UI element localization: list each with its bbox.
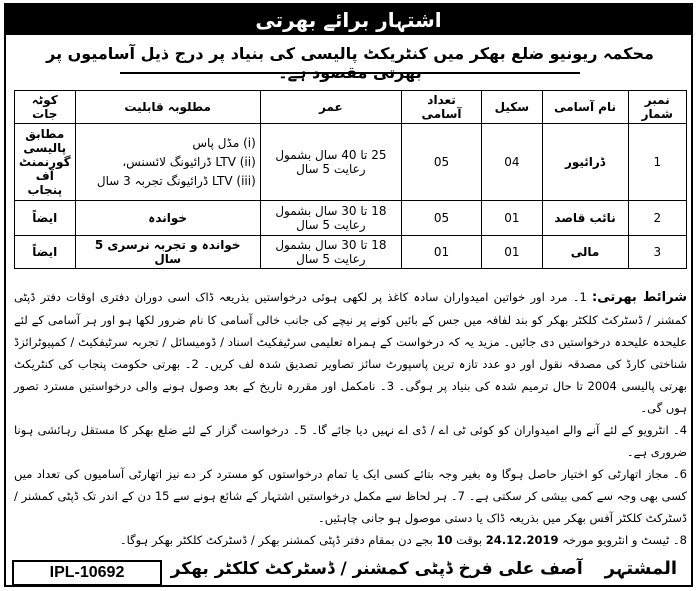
col-age: عمر: [260, 91, 401, 124]
term-1: 1۔ مرد اور خواتین امیدواران سادہ کاغذ پر لکھی ہوئی درخواستیں بذریعہ ڈاک اسی دوران دفتری اوقات دفتر ڈپٹی کمشنر / ڈسٹرکٹ کلکٹر بھکر کو بند لفافہ میں جس کے بائیں کونے پر نیچے کی جانب خالی آسامی کا نام ضرور لکھا ہو اور ہر آسامی کے لئے علیحدہ علیحدہ درخواستیں دی جائیں۔ مزید یہ کہ درخواست کے ہمراہ تعلیمی سرٹیفکیٹ اسناد / ڈومیسائل / تجربہ سرٹیفکیٹ / کمپیوٹرائزڈ شناختی کارڈ کی مصدقہ نقول اور دو عدد تازہ ترین پاسپورٹ سائز تصاویر تصدیق شدہ لف کریں۔: [14, 290, 687, 371]
terms-paragraph: [14, 419, 687, 463]
terms-paragraph: [14, 286, 687, 419]
terms-heading: شرائط بھرتی:: [592, 290, 687, 305]
row-age: 18 تا 30 سال بشمول رعایت 5 سال: [260, 201, 401, 236]
col-qualification: مطلوبہ قابلیت: [75, 91, 260, 124]
advertiser-name: آصف علی فرخ ڈپٹی کمشنر / ڈسٹرکٹ کلکٹر بھکر: [170, 559, 583, 579]
table-row: [15, 201, 687, 236]
term-8-rest: بجے دن بمقام دفتر ڈپٹی کمشنر بھکر / ڈسٹرکٹ کلکٹر بھکر ہوگا۔: [119, 533, 433, 547]
table-row: [15, 124, 687, 201]
ipl-code-badge: IPL-10692: [12, 560, 162, 586]
row-serial: 1: [628, 124, 686, 201]
row-age: 25 تا 40 سال بشمول رعایت 5 سال: [260, 124, 401, 201]
advertiser-label: المشتہر: [604, 558, 677, 579]
term-7: 7۔ ہر لحاظ سے مکمل درخواستیں اشتہار کے شائع ہونے سے 15 دن کے اندر تک ڈپٹی کمشنر / ڈسٹرکٹ کلکٹر آفس بھکر میں بذریعہ ڈاک یا دستی موصول ہو جانی چاہئیں۔: [14, 489, 687, 525]
qualification-line: (i) مڈل پاس: [192, 135, 256, 150]
term-8-time-label: بوقت: [456, 533, 483, 547]
posts-table: [14, 90, 687, 269]
row-qualification: خواندہ: [75, 201, 260, 236]
row-count: 05: [402, 124, 482, 201]
term-6: 6۔ مجاز اتھارٹی کو اختیار حاصل ہوگا وہ بغیر وجہ بتائے کسی ایک یا تمام درخواستوں کو مسترد کر دے نیز اتھارٹی آسامیوں کی تعداد میں کسی بھی وجہ سے کمی بیشی کر سکتی ہے۔: [14, 467, 688, 503]
terms-paragraph: [14, 529, 687, 551]
row-age: 18 تا 30 سال بشمول رعایت 5 سال: [260, 236, 401, 269]
row-qualification: خواندہ و تجربہ نرسری 5 سال: [75, 236, 260, 269]
row-serial: 3: [628, 236, 686, 269]
qualification-line: (ii) LTV ڈرائیونگ لائسنس،: [122, 154, 256, 169]
ad-title: اشتہار برائے بھرتی: [6, 5, 691, 35]
terms-section: [14, 286, 687, 551]
test-date: 24.12.2019: [485, 533, 559, 547]
row-quota: ایضاً: [15, 201, 76, 236]
row-quota: مطابق پالیسی گورنمنٹ آف پنجاب: [15, 124, 76, 201]
row-post: ڈرائیور: [542, 124, 628, 201]
col-count: تعداد آسامی: [402, 91, 482, 124]
table-row: [15, 236, 687, 269]
row-serial: 2: [628, 201, 686, 236]
row-count: 05: [402, 201, 482, 236]
subtitle-underline: [120, 72, 580, 74]
table-header-row: [15, 91, 687, 124]
row-scale: 04: [482, 124, 543, 201]
col-serial: نمبر شمار: [628, 91, 686, 124]
term-8-lead: 8۔ ٹیسٹ و انٹرویو مورخہ: [562, 533, 687, 547]
row-scale: 01: [482, 236, 543, 269]
qualification-line: (iii) LTV ڈرائیونگ تجربہ 3 سال: [96, 173, 256, 188]
term-4: 4۔ انٹرویو کے لئے آنے والے امیدواران کو کوئی ٹی اے / ڈی اے نہیں دیا جائے گا۔: [311, 423, 688, 437]
ad-subtitle: محکمہ ریونیو ضلع بھکر میں کنٹریکٹ پالیسی کی بنیاد پر درج ذیل آسامیوں پر بھرتی مقصود ہے۔: [46, 44, 654, 82]
row-scale: 01: [482, 201, 543, 236]
terms-paragraph: [14, 463, 687, 529]
term-2: 2۔ بھرتی حکومت پنجاب کی کنٹریکٹ بھرتی پالیسی 2004 تا حال ترمیم شدہ کی بنیاد پر ہوگی۔: [14, 357, 687, 393]
row-post: مالی: [542, 236, 628, 269]
row-post: نائب قاصد: [542, 201, 628, 236]
col-scale: سکیل: [482, 91, 543, 124]
advertiser: [171, 558, 677, 579]
term-3: 3۔ نامکمل اور مقررہ تاریخ کے بعد وصول ہونے والی درخواستیں مسترد تصور ہوں گی۔: [14, 379, 687, 415]
col-post: نام آسامی: [542, 91, 628, 124]
term-5: 5۔ درخواست گزار کے لئے ضلع بھکر کا مستقل رہائشی ہونا ضروری ہے۔: [14, 423, 687, 459]
col-quota: کوٹہ جات: [15, 91, 76, 124]
test-time: 10: [436, 533, 453, 547]
row-count: 01: [402, 236, 482, 269]
footer: [6, 554, 691, 586]
row-quota: ایضاً: [15, 236, 76, 269]
row-qualification: [75, 124, 260, 201]
